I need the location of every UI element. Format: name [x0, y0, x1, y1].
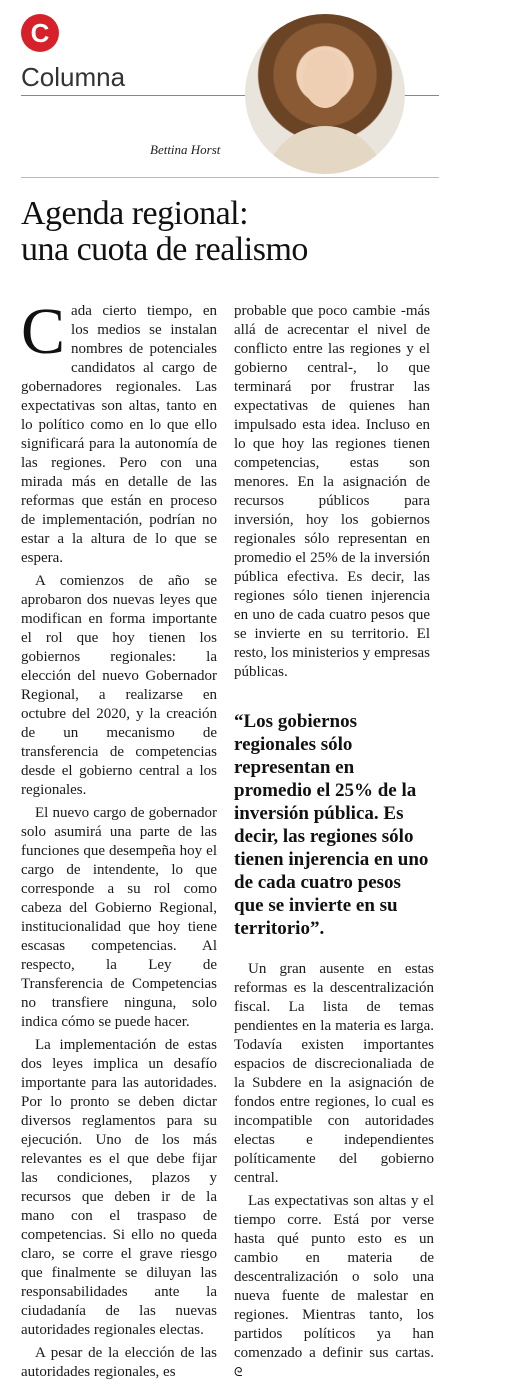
paragraph-text: Las expectativas son altas y el tiempo corre. Está por verse hasta qué punto esto es un cambio en materia de descentralización o solo una nueva fuente de malestar en regiones. Mientras tanto, los partidos políticos ya han comenzado a definir sus cartas.: [234, 1193, 434, 1361]
column-2-continued: [234, 960, 434, 1382]
paragraph: Un gran ausente en estas reformas es la descentralización fiscal. La lista de temas pendientes en la materia es larga. Todavía existen importantes espacios de discrecionaliada de la Subdere en la asignación de fondos entre regiones, lo cual es incompatible con autoridades electas e independientes políticamente del gobierno central.: [234, 961, 434, 1186]
column-1: [21, 295, 217, 1382]
pull-quote: “Los gobiernos regionales sólo representan en promedio el 25% de la inversión pública. Es decir, las regiones sólo tienen injerencia en uno de cada cuatro pesos que se invierte en su territorio”.: [234, 711, 429, 939]
paragraph: probable que poco cambie -más allá de acrecentar el nivel de conflicto entre las regiones y el gobierno central-, lo que terminará por frustrar las expectativas de quienes han impulsado esta idea. Incluso en lo que hoy las regiones tienen competencias, estas son menores. En la asignación de recursos públicos para inversión, hoy los gobiernos regionales sólo representan en promedio el 25% de la inversión pública efectiva. Es decir, las regiones sólo tienen injerencia en uno de cada cuatro pesos que se invierte en su territorio. El resto, los ministerios y empresas públicas.: [234, 303, 430, 680]
author-byline: Bettina Horst: [150, 142, 221, 157]
paragraph: El nuevo cargo de gobernador solo asumirá una parte de las funciones que desempeña hoy el cargo de intendente, lo que corresponde a su rol como cabeza del Gobierno Regional, institucionalidad que hoy tiene escasas competencias. Al respecto, la Ley de Transferencia de Competencias no transfiere ninguna, solo indica cómo se puede hacer.: [21, 805, 217, 1030]
headline: [21, 196, 308, 268]
author-photo: [245, 14, 405, 174]
logo-badge: C: [21, 14, 59, 52]
paragraph: [234, 1192, 434, 1382]
headline-line-1: Agenda regional:: [21, 195, 249, 232]
paragraph: A pesar de la elección de las autoridades regionales, es: [21, 1345, 217, 1380]
column-2: [234, 302, 430, 682]
paragraph: A comienzos de año se aprobaron dos nuevas leyes que modifican en forma importante el rol que hoy tienen los gobiernos regionales: la elección del nuevo Gobernador Regional, a realizarse en octubre del 2020, y la creación de un mecanismo de transferencia de competencias desde el gobierno central a los regionales.: [21, 573, 217, 798]
paragraph-text: ada cierto tiempo, en los medios se instalan nombres de potenciales candidatos al cargo de gobernadores regionales. Las expectativas son altas, tanto en lo político como en lo que ello significará para la autonomía de las regiones. Pero con una mirada más en detalle de las reformas que están en proceso de implementación, podrían no estar a la altura de lo que se espera.: [21, 303, 217, 566]
paragraph: La implementación de estas dos leyes implica un desafío importante para las autoridades. Por lo pronto se deben dictar diversos reglamentos para su ejecución. Uno de los más relevantes es el que debe fijar las condiciones, plazos y recursos que deben ir de la mano con el traspaso de competencias. Si ello no queda claro, se corre el grave riesgo que finalmente se diluyan las responsabilidades ante la ciudadanía de las nuevas autoridades regionales electas.: [21, 1037, 217, 1338]
section-label: Columna: [21, 62, 126, 92]
paragraph: [21, 295, 217, 568]
headline-line-2: una cuota de realismo: [21, 231, 308, 268]
drop-cap: C: [21, 295, 66, 368]
header-divider: [21, 177, 439, 178]
end-mark-icon: ᘓ: [234, 1365, 243, 1379]
